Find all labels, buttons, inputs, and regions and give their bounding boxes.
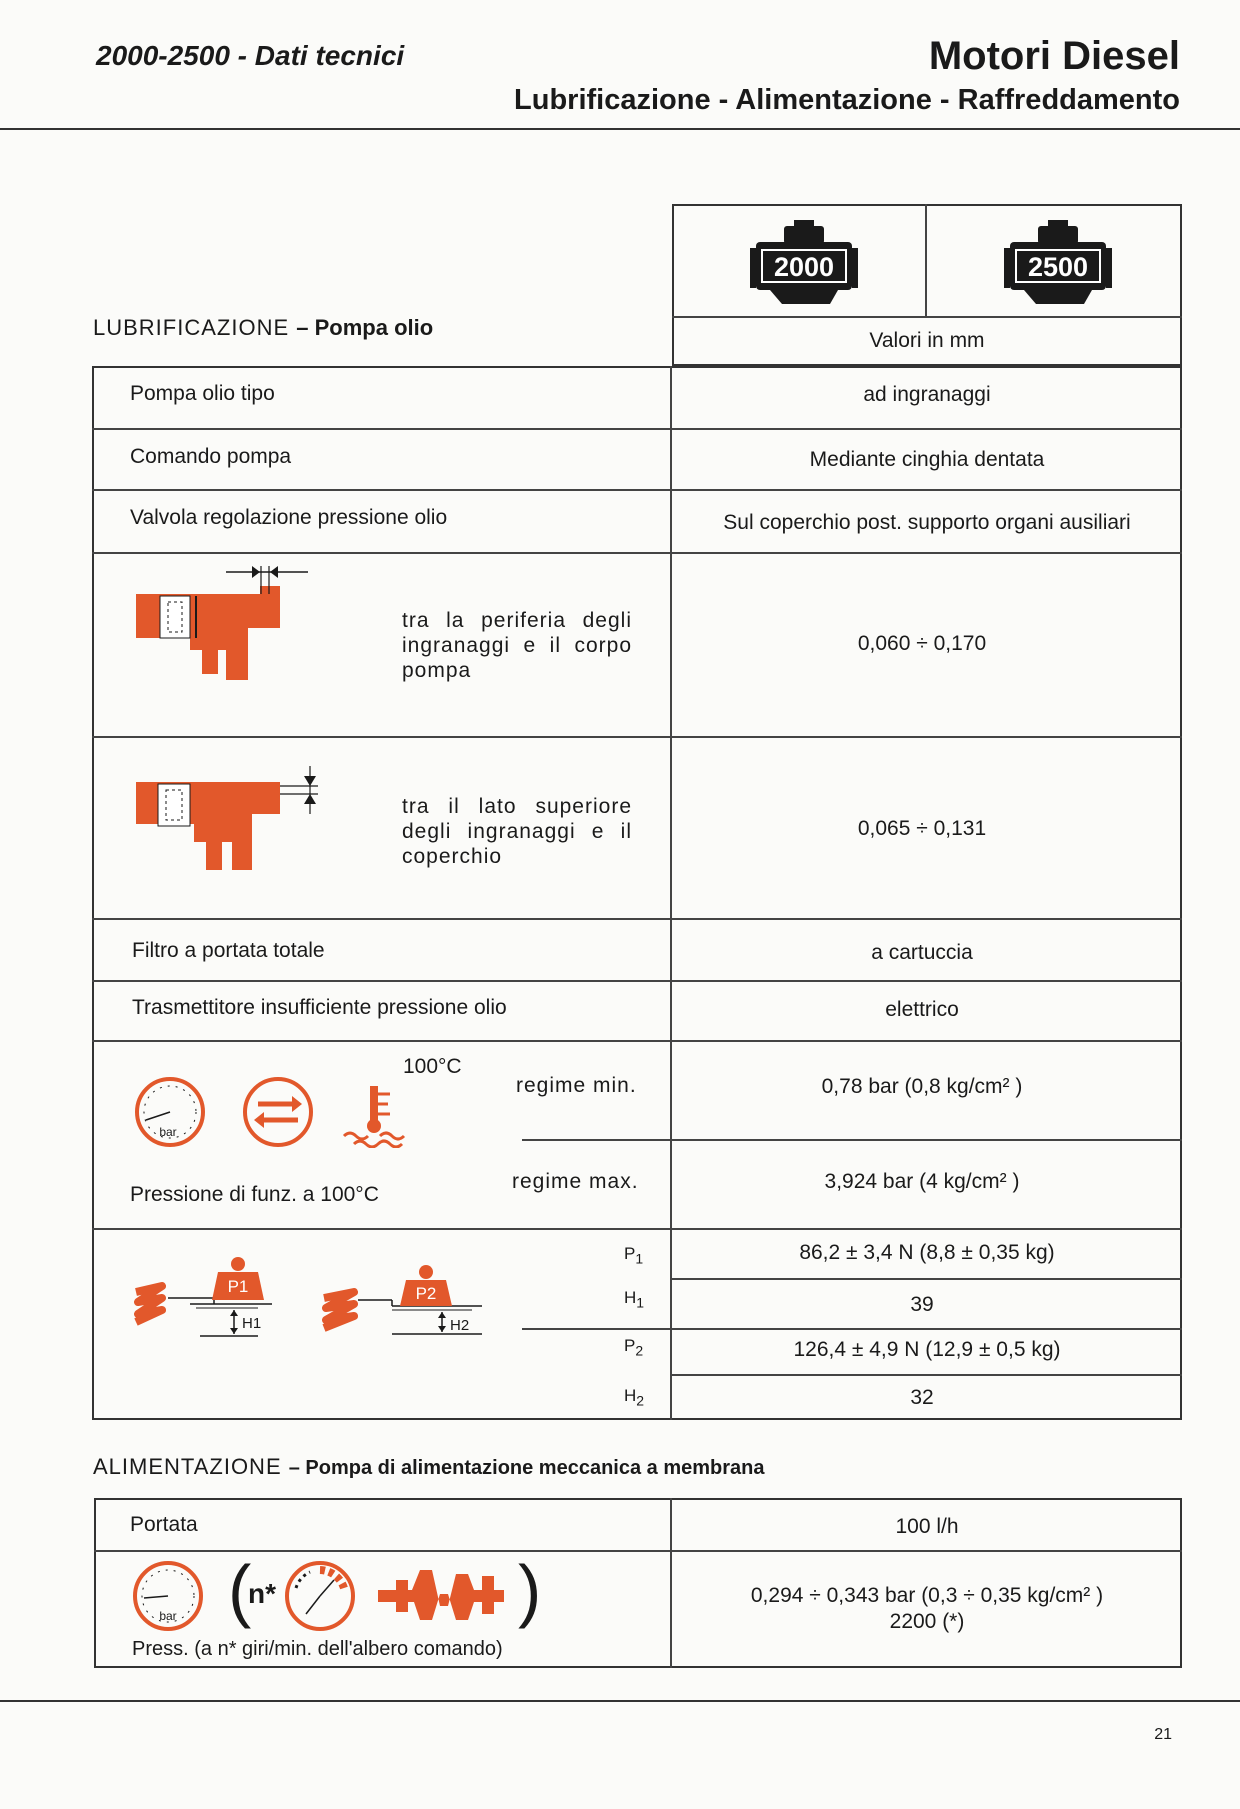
h2-row-label: $H_2$ (624, 1386, 645, 1409)
h1-row-label: $H_1$ (624, 1288, 645, 1311)
feed-section-heading (93, 1454, 765, 1480)
engine-2000-label: 2000 (773, 252, 835, 282)
regime-min-value: 0,78 bar (0,8 kg/cm² ) (821, 1075, 1023, 1098)
clearance2-value: 0,065 ÷ 0,131 (857, 817, 987, 840)
open-paren: ( (228, 1551, 252, 1629)
engine-2500-label: 2500 (1027, 252, 1089, 282)
press-value-rpm: 2200 (*) (889, 1610, 965, 1633)
coolant-temperature-icon (340, 1082, 410, 1148)
tachometer-icon (282, 1558, 358, 1632)
header-right-title: Motori Diesel (928, 34, 1180, 78)
feed-pressure-gauge-icon (130, 1558, 210, 1632)
engine-2500-icon (1002, 218, 1114, 308)
feed-gauge-unit: bar (159, 1609, 177, 1623)
p2-value: 126,4 ± 4,9 N (12,9 ± 0,5 kg) (793, 1338, 1061, 1361)
units-label: Valori in mm (869, 329, 985, 352)
oil-pump-type-value: ad ingranaggi (863, 383, 991, 406)
press-caption: Press. (a n* giri/min. dell'albero comando) (132, 1638, 503, 1660)
feed-heading-caps: ALIMENTAZIONE (93, 1454, 282, 1479)
lubrication-heading-caps: LUBRIFICAZIONE (93, 315, 290, 340)
pressure-gauge-icon (132, 1076, 212, 1148)
lubrication-heading-bold: – Pompa olio (296, 315, 434, 340)
engine-2000-icon (748, 218, 860, 308)
p1-row-label: $P_1$ (624, 1244, 644, 1267)
pressure-valve-value: Sul coperchio post. supporto organi ausiliari (723, 511, 1131, 534)
spring-p1-icon (134, 1256, 284, 1346)
h2-value: 32 (910, 1386, 934, 1409)
p1-tag: P1 (227, 1277, 249, 1296)
regime-max-value: 3,924 bar (4 kg/cm² ) (824, 1170, 1020, 1193)
p2-tag: P2 (415, 1284, 437, 1303)
feed-heading-bold: – Pompa di alimentazione meccanica a membrana (288, 1457, 765, 1479)
temperature-label: 100°C (403, 1055, 462, 1078)
flow-label: Portata (130, 1513, 198, 1536)
header-left-title: 2000-2500 - Dati tecnici (96, 40, 405, 71)
header-right-subtitle: Lubrificazione - Alimentazione - Raffreddamento (514, 84, 1180, 116)
spring-p2-icon (322, 1264, 482, 1348)
flow-value: 100 l/h (895, 1515, 959, 1538)
oil-pump-type-label: Pompa olio tipo (130, 382, 275, 405)
clearance1-text: tra la periferia degli ingranaggi e il corpo pompa (402, 609, 632, 682)
regime-min-label: regime min. (516, 1074, 637, 1097)
header-rule (0, 128, 1240, 130)
h2-tag: H2 (450, 1317, 470, 1334)
sender-label: Trasmettitore insufficiente pressione olio (132, 996, 507, 1019)
clearance2-text: tra il lato superiore degli ingranaggi e il coperchio (402, 795, 632, 868)
pressure-gauge-unit: bar (159, 1125, 177, 1139)
pressure-valve-label: Valvola regolazione pressione olio (130, 506, 448, 529)
press-value: 0,294 ÷ 0,343 bar (0,3 ÷ 0,35 kg/cm² ) (750, 1584, 1104, 1607)
sender-value: elettrico (885, 998, 959, 1021)
page-number: 21 (1154, 1726, 1172, 1743)
p1-value: 86,2 ± 3,4 N (8,8 ± 0,35 kg) (799, 1241, 1055, 1264)
p2-row-label: $P_2$ (624, 1336, 644, 1359)
pressure-caption: Pressione di funz. a 100°C (130, 1183, 379, 1206)
gear-axial-clearance-icon (130, 764, 330, 884)
n-star-label: n* (248, 1578, 276, 1609)
crankshaft-icon (378, 1566, 508, 1624)
h1-tag: H1 (242, 1315, 262, 1332)
pump-drive-label: Comando pompa (130, 445, 292, 468)
filter-value: a cartuccia (871, 941, 973, 964)
close-paren: ) (518, 1551, 542, 1629)
lubrication-section-heading (93, 315, 433, 341)
regime-max-label: regime max. (512, 1170, 639, 1193)
gear-radial-clearance-icon (130, 566, 310, 686)
footer-rule (0, 1700, 1240, 1702)
pump-drive-value: Mediante cinghia dentata (809, 448, 1045, 471)
filter-label: Filtro a portata totale (132, 939, 325, 962)
clearance1-value: 0,060 ÷ 0,170 (857, 632, 987, 655)
h1-value: 39 (910, 1293, 934, 1316)
operating-arrows-icon (240, 1076, 316, 1148)
